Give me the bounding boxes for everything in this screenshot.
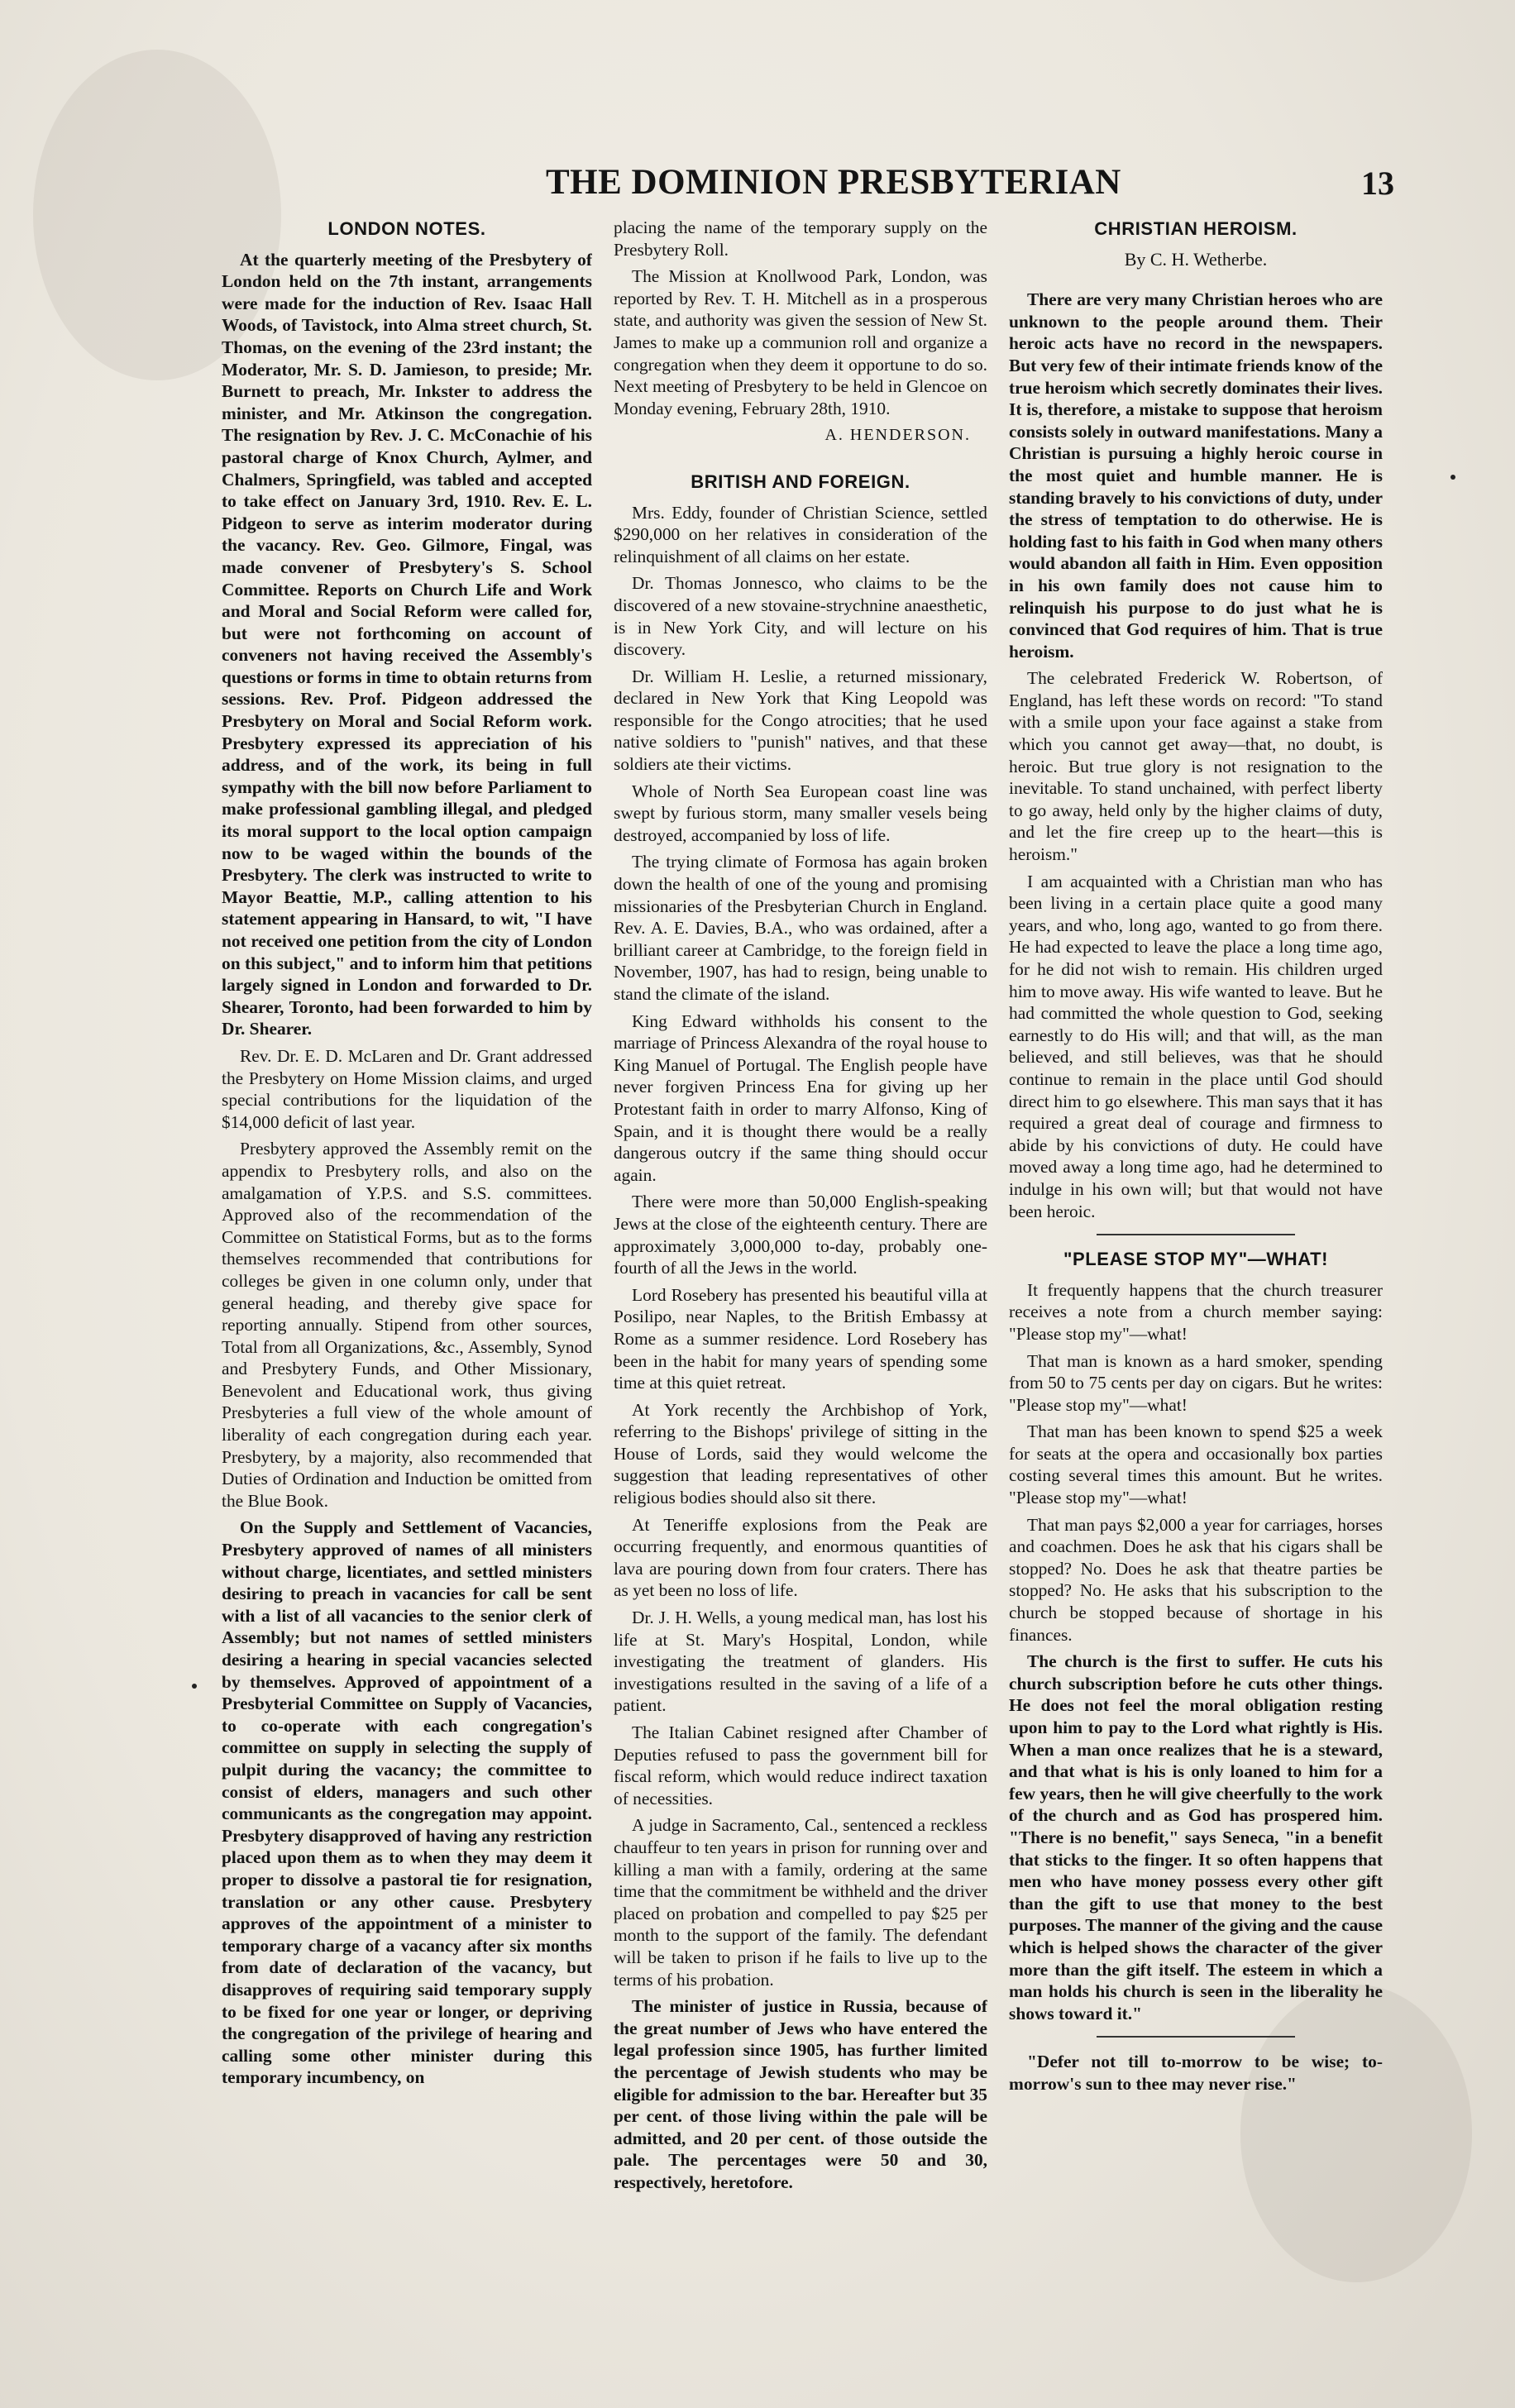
continuation-paragraph: placing the name of the temporary supply on the Presbytery Roll. (614, 217, 987, 260)
column-british-foreign (614, 215, 987, 2309)
article-paragraph: That man is known as a hard smoker, spending from 50 to 75 cents per day on cigars. But he writes: "Please stop my"—what! (1009, 1350, 1383, 1415)
article-paragraph: At the quarterly meeting of the Presbytery of London held on the 7th instant, arrangements were made for the induction of Rev. Isaac Hall Woods, of Tavistock, into Alma street church, St. Thomas, on the evening of the 23rd instant; the Moderator, Mr. S. D. Jamieson, to preside; Mr. Burnett to preach, Mr. Inkster to address the minister, and Mr. Atkinson the congregation. The resignation by Rev. J. C. McConachie of his pastoral charge of Knox Church, Aylmer, and Chalmers, Springfield, was tabled and accepted to take effect on January 3rd, 1910. Rev. E. L. Pidgeon to serve as interim moderator during the vacancy. Rev. Geo. Gilmore, Fingal, was made convener of Presbytery's S. School Committee. Reports on Church Life and Work and Moral and Social Reform were called for, but were not forthcoming on account of conveners not having received the Assembly's questions or forms in time to obtain returns from sessions. Rev. Prof. Pidgeon addressed the Presbytery on Moral and Social Reform work. Presbytery expressed its appreciation of his address, and of the work, its being in full sympathy with the bill now before Parliament to make professional gambling illegal, and pledged its moral support to the local option campaign now to be waged within the bounds of the Presbytery. The clerk was instructed to write to Mayor Beattie, M.P., calling attention to his statement appearing in Hansard, to wit, "I have not received one petition from the city of London on this subject," and to inform him that petitions largely signed in London and forwarded to Dr. Shearer, Toronto, had been forwarded to him by Dr. Shearer. (222, 249, 592, 1039)
heading-christian-heroism: CHRISTIAN HEROISM. (1094, 218, 1298, 239)
newspaper-title: THE DOMINION PRESBYTERIAN (546, 163, 1121, 202)
news-item: The trying climate of Formosa has again broken down the health of one of the young and promising missionaries of the Presbyterian Church in England. Rev. A. E. Davies, B.A., who was ordained, after a brilliant career at Cambridge, to the foreign field in November, 1907, has had to resign, being unable to stand the climate of the island. (614, 852, 987, 1004)
news-item: At Teneriffe explosions from the Peak are occurring frequently, and enormous quantities of lava are pouring down from four craters. There has as yet been no loss of life. (614, 1514, 987, 1601)
page-number: 13 (1361, 165, 1394, 202)
news-item: A judge in Sacramento, Cal., sentenced a reckless chauffeur to ten years in prison for running over and killing a man with a family, ordering at the same time that the commitment be withheld and the driver placed on probation and compelled to pay $25 per month to the support of the family. The defendant will be taken to prison if he fails to live up to the terms of his probation. (614, 1815, 987, 1990)
article-paragraph: I am acquainted with a Christian man who has been living in a certain place quite a good many years, and who, long ago, wanted to go from there. He had expected to leave the place a long time ago, for he did not wish to remain. His children urged him to move away. His wife wanted to leave. But he had committed the whole question to God, seeking earnestly to do His will; and that will, as the man believed, and still believes, was that he should continue to remain in the place until God should direct him to go elsewhere. This man says that it has required a great deal of courage and firmness to abide by his convictions of duty. He could have moved away a long time ago, had he determined to indulge in his own will; but that would not have been heroic. (1009, 871, 1383, 1221)
news-item: Whole of North Sea European coast line was swept by furious storm, many smaller vesels being destroyed, accompanied by loss of life. (614, 781, 987, 845)
author-signature: A. HENDERSON. (824, 426, 971, 445)
section-divider (1097, 1234, 1295, 1235)
section-divider (1097, 2036, 1295, 2038)
masthead (0, 162, 1515, 212)
knollwood-paragraph: The Mission at Knollwood Park, London, was reported by Rev. T. H. Mitchell as in a prosperous state, and authority was given the session of New St. James to make up a communion roll and organize a congregation when they deem it opportune to do so. Next meeting of Presbytery to be held in Glencoe on Monday evening, February 28th, 1910. (614, 266, 987, 418)
article-paragraph: The celebrated Frederick W. Robertson, of England, has left these words on record: "To stand with a smile upon your face against a stake from which you cannot get away—that, no doubt, is heroic. But true glory is not resignation to the inevitable. To stand unchained, with perfect liberty to go away, held only by the higher claims of duty, and let the fire creep up to the heart—this is heroism." (1009, 668, 1383, 865)
article-paragraph: That man pays $2,000 a year for carriages, horses and coachmen. Does he ask that his cigars shall be stopped? No. Does he ask that theatre parties be stopped? No. He asks that his subscription to the church be stopped because of shortage in his finances. (1009, 1514, 1383, 1645)
column-christian-heroism (1009, 215, 1383, 2309)
news-item: Dr. J. H. Wells, a young medical man, has lost his life at St. Mary's Hospital, London, while investigating the treatment of glanders. His investigations resulted in the saving of a life of a patient. (614, 1608, 987, 1716)
news-item: The Italian Cabinet resigned after Chamber of Deputies refused to pass the government bill for fiscal reform, which would reduce indirect taxation of necessities. (614, 1722, 987, 1808)
news-item: Mrs. Eddy, founder of Christian Science, settled $290,000 on her relatives in consideration of the relinquishment of all claims on her estate. (614, 502, 987, 566)
article-paragraph: There are very many Christian heroes who are unknown to the people around them. Their heroic acts have no record in the newspapers. But very few of their intimate friends know of the true heroism which secretly dominates their lives. It is, therefore, a mistake to suppose that heroism consists solely in outward manifestations. Many a Christian is pursuing a highly heroic course in the most quiet and humble manner. He is standing bravely to his convictions of duty, under the stress of temptation to do otherwise. He is holding fast to his faith in God when many others would abandon all faith in Him. Even opposition in his own family does not cause him to relinquish his purpose to do just what he is convinced that God requires of him. That is true heroism. (1009, 289, 1383, 662)
news-item: Dr. Thomas Jonnesco, who claims to be the discovered of a new stovaine-strychnine anaesthetic, is in New York City, and will lecture on his discovery. (614, 573, 987, 660)
news-item: The minister of justice in Russia, because of the great number of Jews who have entered the legal profession since 1905, has further limited the percentage of Jewish students who may be eligible for admission to the bar. Hereafter but 35 per cent. of those living within the pale will be admitted, and 20 per cent. of those outside the pale. The percentages were 50 and 30, respectively, heretofore. (614, 1996, 987, 2192)
article-paragraph: That man has been known to spend $25 a week for seats at the opera and occasionally box parties costing several times this amount. But he writes. "Please stop my"—what! (1009, 1421, 1383, 1508)
article-paragraph: The church is the first to suffer. He cuts his church subscription before he cuts other things. He does not feel the moral obligation resting upon him to pay to the Lord what rightly is His. When a man once realizes that he is a steward, and that what is his is only loaned to him for a few years, then he will give cheerfully to the work of the church and as God has prospered him. "There is no benefit," says Seneca, "in a benefit that sticks to the finger. It so often happens that men who have money possess every other gift than the gift to use that money to the best purposes. The manner of the giving and the cause which is helped shows the character of the giver more than the gift itself. The esteem in which a man holds his church is seen in the liberality he shows toward it." (1009, 1651, 1383, 2023)
heading-british-foreign: BRITISH AND FOREIGN. (691, 471, 910, 492)
news-item: Lord Rosebery has presented his beautiful villa at Posilipo, near Naples, to the British Embassy at Rome as a summer residence. Lord Rosebery has been in the habit for many years of spending some time at this quiet retreat. (614, 1284, 987, 1393)
byline: By C. H. Wetherbe. (1124, 248, 1268, 270)
ink-blot (192, 1684, 197, 1689)
heading-london-notes: LONDON NOTES. (327, 218, 486, 239)
article-paragraph: On the Supply and Settlement of Vacancies, Presbytery approved of names of all ministers without charge, licentiates, and settled ministers desiring to preach in vacancies for call be sent with a list of all vacancies to the senior clerk of Assembly; but not names of settled ministers desiring a hearing in special vacancies selected by themselves. Approved of appointment of a Presbyterial Committee on Supply of Vacancies, to co-operate with each congregation's committee on supply in selecting the supply of pulpit during the vacancy; the committee to consist of elders, managers and such other communicants as the congregation may appoint. Presbytery disapproved of having any restriction placed upon them as to when they may deem it proper to dissolve a pastoral tie for resignation, translation or any other cause. Presbytery approves of the appointment of a minister to temporary charge of a vacancy after six months from date of declaration of the vacancy, but disapproves of requiring said temporary supply to be fixed for one year or longer, or depriving the congregation of the privilege of hearing and calling some other minister during this temporary incumbency, on (222, 1517, 592, 2088)
heading-please-stop-my: "PLEASE STOP MY"—WHAT! (1063, 1249, 1329, 1270)
ink-blot (1450, 475, 1455, 480)
article-paragraph: Rev. Dr. E. D. McLaren and Dr. Grant addressed the Presbytery on Home Mission claims, and urged special contributions for the liquidation of the $14,000 deficit of last year. (222, 1045, 592, 1132)
news-item: Dr. William H. Leslie, a returned missionary, declared in New York that King Leopold was responsible for the Congo atrocities; that he used native soldiers to "punish" natives, and that these soldiers ate their victims. (614, 666, 987, 775)
news-item: There were more than 50,000 English-speaking Jews at the close of the eighteenth century. There are approximately 3,000,000 to-day, probably one-fourth of all the Jews in the world. (614, 1192, 987, 1278)
article-paragraph: It frequently happens that the church treasurer receives a note from a church member saying: "Please stop my"—what! (1009, 1279, 1383, 1344)
article-paragraph: Presbytery approved the Assembly remit on the appendix to Presbytery rolls, and also on the amalgamation of Y.P.S. and S.S. committees. Approved also of the recommendation of the Committee on Statistical Forms, but as to the forms themselves recommended that contributions for colleges be given in one column only, under that general heading, and thereby give space for reporting annually. Stipend from other sources, Total from all Organizations, &c., Assembly, Synod and Presbytery Funds, and Other Missionary, Benevolent and Educational work, thus giving Presbyteries a full view of the whole amount of liberality of each congregation during each year. Presbytery, by a majority, also recommended that Duties of Ordination and Induction be omitted from the Blue Book. (222, 1139, 592, 1511)
column-london-notes (222, 215, 592, 2309)
news-item: At York recently the Archbishop of York, referring to the Bishops' privilege of sitting in the House of Lords, said they would welcome the suggestion that leading representatives of other religious bodies should also sit there. (614, 1399, 987, 1508)
news-item: King Edward withholds his consent to the marriage of Princess Alexandra of the royal house to King Manuel of Portugal. The English people have never forgiven Princess Ena for giving up her Protestant faith in order to marry Alfonso, King of Spain, and it is thought there would be a really dangerous outcry if the same thing should occur again. (614, 1010, 987, 1185)
closing-quote: "Defer not till to-morrow to be wise; to-morrow's sun to thee may never rise." (1009, 2052, 1383, 2094)
